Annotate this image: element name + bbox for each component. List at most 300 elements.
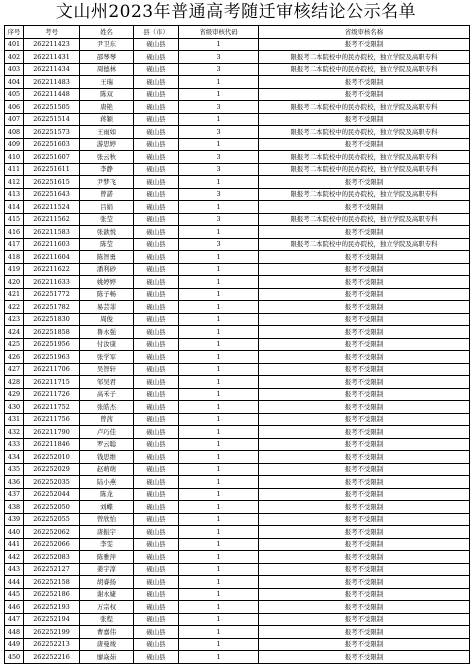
cell-review-code: 1 [179, 263, 259, 276]
cell-county: 砚山县 [134, 88, 179, 101]
cell-name: 张程 [80, 613, 134, 626]
cell-exam-no: 262252010 [24, 451, 80, 464]
cell-name: 廖焱茹 [80, 651, 134, 664]
table-row [5, 176, 470, 189]
cell-review-code: 1 [179, 351, 259, 364]
cell-review-name: 报考不受限制 [259, 276, 470, 289]
cell-review-name: 报考不受限制 [259, 626, 470, 639]
cell-review-code: 1 [179, 326, 259, 339]
cell-exam-no: 262252035 [24, 476, 80, 489]
cell-review-name: 报考不受限制 [259, 426, 470, 439]
cell-review-code: 3 [179, 188, 259, 201]
cell-seq: 419 [5, 263, 24, 276]
table-row [5, 426, 470, 439]
table-row [5, 226, 470, 239]
table-row [5, 201, 470, 214]
table-row [5, 138, 470, 151]
cell-exam-no: 262211846 [24, 438, 80, 451]
table-row [5, 251, 470, 264]
cell-seq: 429 [5, 388, 24, 401]
cell-county: 砚山县 [134, 238, 179, 251]
cell-name: 易芸菲 [80, 301, 134, 314]
header-review-name: 省级审核名称 [259, 26, 470, 39]
cell-name: 鲁永强 [80, 326, 134, 339]
cell-seq: 405 [5, 88, 24, 101]
cell-county: 砚山县 [134, 413, 179, 426]
cell-exam-no: 262211603 [24, 238, 80, 251]
cell-county: 砚山县 [134, 626, 179, 639]
cell-name: 曾欣怡 [80, 513, 134, 526]
cell-review-code: 3 [179, 151, 259, 164]
cell-exam-no: 262252193 [24, 601, 80, 614]
cell-review-name: 报考不受限制 [259, 476, 470, 489]
cell-seq: 420 [5, 276, 24, 289]
cell-name: 吴智轩 [80, 363, 134, 376]
cell-county: 砚山县 [134, 176, 179, 189]
cell-county: 砚山县 [134, 126, 179, 139]
cell-county: 砚山县 [134, 388, 179, 401]
cell-review-name: 报考不受限制 [259, 413, 470, 426]
cell-review-name: 限报考二本院校中的民办院校，独立学院及高职专科 [259, 238, 470, 251]
cell-seq: 407 [5, 113, 24, 126]
cell-name: 曾諾 [80, 188, 134, 201]
cell-exam-no: 262251956 [24, 338, 80, 351]
table-row [5, 588, 470, 601]
cell-county: 砚山县 [134, 401, 179, 414]
cell-review-name: 报考不受限制 [259, 176, 470, 189]
cell-review-code: 1 [179, 76, 259, 89]
cell-review-name: 限报考二本院校中的民办院校，独立学院及高职专科 [259, 63, 470, 76]
cell-exam-no: 262251505 [24, 101, 80, 114]
cell-name: 唐振宇 [80, 526, 134, 539]
cell-review-name: 报考不受限制 [259, 326, 470, 339]
cell-review-code: 3 [179, 63, 259, 76]
cell-review-name: 限报考二本院校中的民办院校，独立学院及高职专科 [259, 126, 470, 139]
cell-review-name: 报考不受限制 [259, 401, 470, 414]
cell-county: 砚山县 [134, 513, 179, 526]
cell-name: 唐艳 [80, 101, 134, 114]
cell-seq: 415 [5, 213, 24, 226]
cell-county: 砚山县 [134, 313, 179, 326]
cell-seq: 425 [5, 338, 24, 351]
cell-review-name: 报考不受限制 [259, 651, 470, 664]
cell-seq: 411 [5, 163, 24, 176]
table-row [5, 476, 470, 489]
cell-name: 潘利砂 [80, 263, 134, 276]
cell-exam-no: 262211524 [24, 201, 80, 214]
cell-review-name: 报考不受限制 [259, 363, 470, 376]
table-row [5, 413, 470, 426]
cell-review-code: 1 [179, 576, 259, 589]
cell-review-name: 报考不受限制 [259, 338, 470, 351]
table-row [5, 451, 470, 464]
cell-review-code: 1 [179, 501, 259, 514]
table-row [5, 63, 470, 76]
cell-exam-no: 262251573 [24, 126, 80, 139]
cell-name: 陈雅萍 [80, 551, 134, 564]
cell-exam-no: 262252055 [24, 513, 80, 526]
cell-county: 砚山县 [134, 538, 179, 551]
cell-review-code: 1 [179, 438, 259, 451]
cell-county: 砚山县 [134, 351, 179, 364]
cell-county: 砚山县 [134, 63, 179, 76]
cell-seq: 410 [5, 151, 24, 164]
cell-name: 张莹 [80, 213, 134, 226]
cell-seq: 434 [5, 451, 24, 464]
cell-name: 罗云聪 [80, 438, 134, 451]
cell-review-code: 1 [179, 538, 259, 551]
cell-seq: 404 [5, 76, 24, 89]
cell-review-code: 1 [179, 426, 259, 439]
table-row [5, 513, 470, 526]
cell-seq: 444 [5, 576, 24, 589]
cell-seq: 433 [5, 438, 24, 451]
cell-county: 砚山县 [134, 251, 179, 264]
cell-exam-no: 262251772 [24, 288, 80, 301]
table-row [5, 188, 470, 201]
cell-exam-no: 262211756 [24, 413, 80, 426]
cell-county: 砚山县 [134, 163, 179, 176]
cell-exam-no: 262211715 [24, 376, 80, 389]
cell-county: 砚山县 [134, 263, 179, 276]
cell-name: 尹卫东 [80, 38, 134, 51]
cell-review-code: 1 [179, 363, 259, 376]
cell-county: 砚山县 [134, 326, 179, 339]
cell-review-name: 限报考二本院校中的民办院校，独立学院及高职专科 [259, 51, 470, 64]
cell-review-name: 报考不受限制 [259, 38, 470, 51]
cell-exam-no: 262211434 [24, 63, 80, 76]
cell-name: 邵琴琴 [80, 51, 134, 64]
cell-seq: 449 [5, 638, 24, 651]
cell-seq: 424 [5, 326, 24, 339]
table-row [5, 126, 470, 139]
cell-county: 砚山县 [134, 576, 179, 589]
cell-exam-no: 262251607 [24, 151, 80, 164]
cell-seq: 443 [5, 563, 24, 576]
cell-seq: 413 [5, 188, 24, 201]
cell-review-name: 报考不受限制 [259, 451, 470, 464]
cell-review-code: 1 [179, 251, 259, 264]
cell-review-code: 1 [179, 338, 259, 351]
cell-name: 姜宇淳 [80, 563, 134, 576]
cell-review-name: 报考不受限制 [259, 88, 470, 101]
cell-review-code: 1 [179, 38, 259, 51]
cell-review-name: 报考不受限制 [259, 513, 470, 526]
cell-review-code: 3 [179, 163, 259, 176]
cell-seq: 435 [5, 463, 24, 476]
table-body [5, 38, 470, 663]
table-row [5, 551, 470, 564]
cell-review-code: 3 [179, 51, 259, 64]
cell-review-name: 报考不受限制 [259, 351, 470, 364]
table-row [5, 388, 470, 401]
cell-seq: 447 [5, 613, 24, 626]
cell-exam-no: 262252158 [24, 576, 80, 589]
cell-exam-no: 262211431 [24, 51, 80, 64]
cell-review-code: 1 [179, 413, 259, 426]
cell-seq: 401 [5, 38, 24, 51]
table-header-row [5, 26, 470, 39]
cell-name: 王雨如 [80, 126, 134, 139]
cell-name: 李静 [80, 163, 134, 176]
table-row [5, 113, 470, 126]
cell-seq: 445 [5, 588, 24, 601]
cell-name: 尹梦飞 [80, 176, 134, 189]
cell-seq: 438 [5, 501, 24, 514]
cell-seq: 439 [5, 513, 24, 526]
cell-county: 砚山县 [134, 213, 179, 226]
table-row [5, 301, 470, 314]
cell-exam-no: 262251782 [24, 301, 80, 314]
cell-name: 周德林 [80, 63, 134, 76]
cell-seq: 446 [5, 601, 24, 614]
cell-seq: 426 [5, 351, 24, 364]
cell-review-name: 报考不受限制 [259, 538, 470, 551]
cell-review-code: 1 [179, 588, 259, 601]
cell-name: 胡睿扬 [80, 576, 134, 589]
cell-review-code: 3 [179, 101, 259, 114]
cell-review-code: 3 [179, 213, 259, 226]
cell-county: 砚山县 [134, 463, 179, 476]
cell-seq: 450 [5, 651, 24, 664]
cell-seq: 416 [5, 226, 24, 239]
cell-exam-no: 262252194 [24, 613, 80, 626]
cell-seq: 432 [5, 426, 24, 439]
cell-seq: 428 [5, 376, 24, 389]
cell-name: 陈智勇 [80, 251, 134, 264]
cell-name: 李雯 [80, 538, 134, 551]
cell-county: 砚山县 [134, 363, 179, 376]
cell-review-code: 1 [179, 226, 259, 239]
cell-county: 砚山县 [134, 501, 179, 514]
cell-review-code: 1 [179, 301, 259, 314]
cell-name: 张学军 [80, 351, 134, 364]
cell-exam-no: 262252216 [24, 651, 80, 664]
cell-review-code: 1 [179, 551, 259, 564]
table-row [5, 376, 470, 389]
cell-exam-no: 262251858 [24, 326, 80, 339]
cell-exam-no: 262211752 [24, 401, 80, 414]
cell-seq: 441 [5, 538, 24, 551]
cell-name: 赵萌萌 [80, 463, 134, 476]
cell-exam-no: 262252066 [24, 538, 80, 551]
table-row [5, 351, 470, 364]
cell-exam-no: 262251603 [24, 138, 80, 151]
cell-county: 砚山县 [134, 651, 179, 664]
cell-name: 谢永婕 [80, 588, 134, 601]
cell-seq: 437 [5, 488, 24, 501]
cell-seq: 403 [5, 63, 24, 76]
cell-review-code: 1 [179, 376, 259, 389]
cell-review-code: 1 [179, 476, 259, 489]
cell-review-name: 限报考二本院校中的民办院校，独立学院及高职专科 [259, 163, 470, 176]
cell-review-code: 1 [179, 113, 259, 126]
table-row [5, 601, 470, 614]
cell-seq: 431 [5, 413, 24, 426]
table-row [5, 401, 470, 414]
cell-seq: 418 [5, 251, 24, 264]
cell-exam-no: 262252083 [24, 551, 80, 564]
table-row [5, 363, 470, 376]
cell-county: 砚山县 [134, 151, 179, 164]
results-table [4, 25, 470, 664]
cell-county: 砚山县 [134, 338, 179, 351]
cell-name: 姚婷婷 [80, 276, 134, 289]
header-name: 姓名 [80, 26, 134, 39]
cell-review-code: 1 [179, 276, 259, 289]
cell-review-name: 报考不受限制 [259, 201, 470, 214]
cell-name: 蒋颖 [80, 113, 134, 126]
cell-seq: 406 [5, 101, 24, 114]
cell-county: 砚山县 [134, 201, 179, 214]
cell-county: 砚山县 [134, 488, 179, 501]
cell-exam-no: 262251963 [24, 351, 80, 364]
table-row [5, 101, 470, 114]
cell-county: 砚山县 [134, 51, 179, 64]
cell-name: 陈子畅 [80, 288, 134, 301]
cell-review-name: 报考不受限制 [259, 601, 470, 614]
cell-review-code: 1 [179, 463, 259, 476]
cell-seq: 442 [5, 551, 24, 564]
page-title: 文山州2023年普通高考随迁审核结论公示名单 [55, 2, 417, 22]
header-seq: 序号 [5, 26, 24, 39]
cell-review-code: 3 [179, 126, 259, 139]
cell-county: 砚山县 [134, 113, 179, 126]
cell-review-name: 报考不受限制 [259, 563, 470, 576]
cell-name: 张皓杰 [80, 401, 134, 414]
cell-name: 万宗权 [80, 601, 134, 614]
table-row [5, 538, 470, 551]
cell-review-code: 1 [179, 638, 259, 651]
cell-county: 砚山县 [134, 476, 179, 489]
cell-name: 陆小燕 [80, 476, 134, 489]
cell-exam-no: 262211726 [24, 388, 80, 401]
cell-exam-no: 262252029 [24, 463, 80, 476]
cell-seq: 422 [5, 301, 24, 314]
cell-seq: 421 [5, 288, 24, 301]
cell-review-code: 1 [179, 313, 259, 326]
cell-seq: 423 [5, 313, 24, 326]
header-exam-no: 考号 [24, 26, 80, 39]
cell-review-name: 限报考二本院校中的民办院校，独立学院及高职专科 [259, 213, 470, 226]
table-row [5, 213, 470, 226]
table-row [5, 526, 470, 539]
cell-name: 周俊 [80, 313, 134, 326]
table-row [5, 651, 470, 664]
cell-review-code: 1 [179, 401, 259, 414]
cell-exam-no: 262251611 [24, 163, 80, 176]
cell-exam-no: 262211790 [24, 426, 80, 439]
table-row [5, 313, 470, 326]
cell-review-name: 报考不受限制 [259, 551, 470, 564]
cell-review-code: 1 [179, 513, 259, 526]
cell-exam-no: 262211583 [24, 226, 80, 239]
cell-seq: 409 [5, 138, 24, 151]
cell-seq: 427 [5, 363, 24, 376]
cell-county: 砚山县 [134, 138, 179, 151]
cell-county: 砚山县 [134, 276, 179, 289]
cell-review-name: 报考不受限制 [259, 113, 470, 126]
cell-review-name: 报考不受限制 [259, 588, 470, 601]
cell-name: 曹嘉伟 [80, 626, 134, 639]
table-row [5, 563, 470, 576]
cell-exam-no: 262252199 [24, 626, 80, 639]
cell-review-name: 报考不受限制 [259, 301, 470, 314]
cell-review-name: 报考不受限制 [259, 576, 470, 589]
cell-county: 砚山县 [134, 551, 179, 564]
cell-name: 吕娟 [80, 201, 134, 214]
table-row [5, 613, 470, 626]
cell-review-code: 1 [179, 613, 259, 626]
cell-review-name: 报考不受限制 [259, 501, 470, 514]
cell-name: 张云秋 [80, 151, 134, 164]
cell-seq: 448 [5, 626, 24, 639]
table-row [5, 488, 470, 501]
cell-review-name: 限报考二本院校中的民办院校，独立学院及高职专科 [259, 101, 470, 114]
table-row [5, 238, 470, 251]
cell-county: 砚山县 [134, 101, 179, 114]
cell-seq: 402 [5, 51, 24, 64]
cell-seq: 412 [5, 176, 24, 189]
cell-exam-no: 262251615 [24, 176, 80, 189]
cell-exam-no: 262251514 [24, 113, 80, 126]
cell-review-name: 报考不受限制 [259, 288, 470, 301]
cell-review-name: 限报考二本院校中的民办院校，独立学院及高职专科 [259, 188, 470, 201]
header-review-code: 省级审核代码 [179, 26, 259, 39]
cell-review-name: 报考不受限制 [259, 138, 470, 151]
cell-review-code: 1 [179, 288, 259, 301]
cell-name: 游思婷 [80, 138, 134, 151]
cell-seq: 440 [5, 526, 24, 539]
cell-exam-no: 262211423 [24, 38, 80, 51]
table-row [5, 51, 470, 64]
cell-review-name: 报考不受限制 [259, 263, 470, 276]
cell-name: 陈双 [80, 88, 134, 101]
header-county: 县（市） [134, 26, 179, 39]
cell-county: 砚山县 [134, 638, 179, 651]
cell-exam-no: 262211448 [24, 88, 80, 101]
cell-review-name: 报考不受限制 [259, 226, 470, 239]
table-row [5, 76, 470, 89]
cell-name: 曾茜 [80, 413, 134, 426]
table-row [5, 501, 470, 514]
cell-review-name: 报考不受限制 [259, 76, 470, 89]
cell-seq: 436 [5, 476, 24, 489]
table-row [5, 326, 470, 339]
cell-county: 砚山县 [134, 38, 179, 51]
cell-county: 砚山县 [134, 613, 179, 626]
cell-exam-no: 262252044 [24, 488, 80, 501]
cell-exam-no: 262251643 [24, 188, 80, 201]
cell-county: 砚山县 [134, 226, 179, 239]
table-row [5, 338, 470, 351]
cell-county: 砚山县 [134, 563, 179, 576]
cell-exam-no: 262211562 [24, 213, 80, 226]
table-row [5, 263, 470, 276]
cell-name: 刘蝶 [80, 501, 134, 514]
cell-review-code: 1 [179, 488, 259, 501]
cell-review-name: 报考不受限制 [259, 313, 470, 326]
cell-exam-no: 262211633 [24, 276, 80, 289]
table-row [5, 163, 470, 176]
cell-name: 卢巧佳 [80, 426, 134, 439]
cell-county: 砚山县 [134, 526, 179, 539]
cell-name: 陈龙 [80, 488, 134, 501]
cell-review-code: 1 [179, 388, 259, 401]
cell-county: 砚山县 [134, 588, 179, 601]
cell-county: 砚山县 [134, 438, 179, 451]
cell-county: 砚山县 [134, 601, 179, 614]
